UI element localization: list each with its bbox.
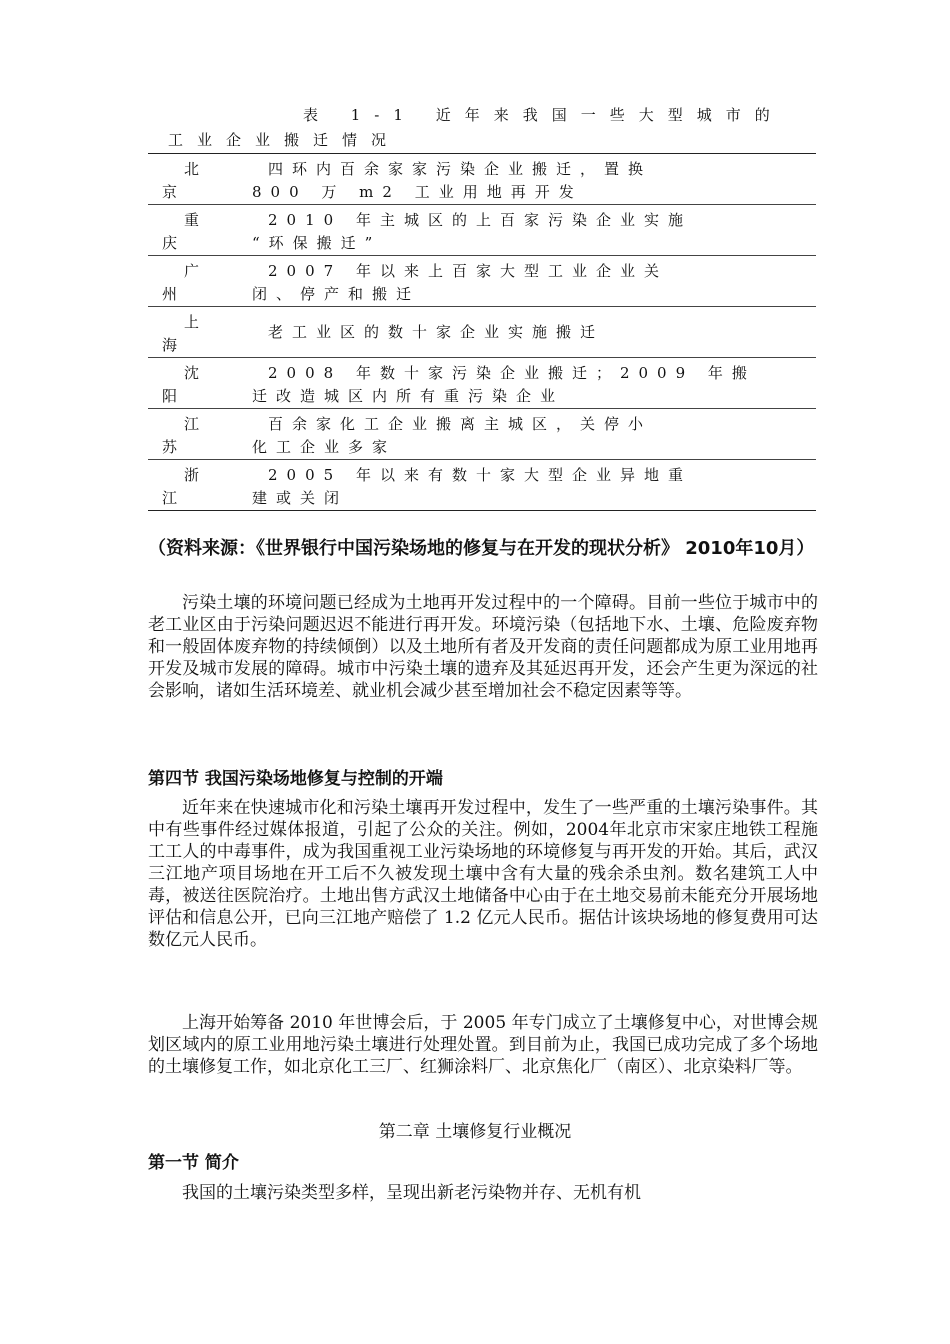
description-line-1: 百余家化工企业搬离主城区，关停小 (268, 415, 653, 433)
description-line-2: 建或关闭 (252, 489, 349, 507)
city-char-2: 苏 (162, 438, 178, 456)
city-char-2: 江 (162, 489, 178, 507)
description-line-2: 闭、停产和搬迁 (252, 285, 421, 303)
paragraph-intro: 我国的土壤污染类型多样，呈现出新老污染物并存、无机有机 (182, 1183, 641, 1203)
description-line-1: 2008 年数十家污染企业搬迁；2009 年搬 (268, 364, 756, 382)
description-line-2: 迁改造城区内所有重污染企业 (252, 387, 565, 405)
section1-heading: 第一节 简介 (148, 1153, 239, 1173)
description-line-2: 化工企业多家 (252, 438, 397, 456)
city-char-1: 沈 (184, 364, 200, 382)
description-cell (252, 209, 812, 255)
city-char-1: 北 (184, 160, 200, 178)
description-line-1: 四环内百余家家污染企业搬迁，置换 (268, 160, 653, 178)
city-cell (162, 260, 222, 306)
table-row (148, 358, 816, 409)
city-char-2: 京 (162, 183, 178, 201)
city-char-2: 海 (162, 336, 178, 354)
description-line-1: 2010 年主城区的上百家污染企业实施 (268, 211, 692, 229)
city-cell (162, 311, 222, 357)
description-line-1: 2007 年以来上百家大型工业企业关 (268, 262, 668, 280)
city-cell (162, 209, 222, 255)
city-char-1: 重 (184, 211, 200, 229)
chapter-title: 第二章 土壤修复行业概况 (378, 1122, 572, 1142)
relocation-table (148, 153, 816, 511)
paragraph-barrier: 污染土壤的环境问题已经成为土地再开发过程中的一个障碍。目前一些位于城市中的老工业区由于污染问题迟迟不能进行再开发。环境污染（包括地下水、土壤、危险废弃物和一般固体废弃物的持续倾倒）以及土地所有者及开发商的责任问题都成为原工业用地再开发及城市发展的障碍。城市中污染土壤的遗弃及其延迟再开发，还会产生更为深远的社会影响，诸如生活环境差、就业机会减少甚至增加社会不稳定因素等等。 (148, 593, 818, 701)
description-cell (252, 362, 812, 408)
city-char-1: 广 (184, 262, 200, 280)
city-cell (162, 464, 222, 510)
table-row (148, 256, 816, 307)
table-row (148, 154, 816, 205)
description-cell (252, 413, 812, 459)
city-char-1: 江 (184, 415, 200, 433)
table-row (148, 460, 816, 511)
table-row (148, 307, 816, 358)
city-char-2: 阳 (162, 387, 178, 405)
city-char-1: 浙 (184, 466, 200, 484)
description-cell (252, 158, 812, 204)
city-char-1: 上 (184, 313, 200, 331)
description-line-2: “环保搬迁” (252, 234, 382, 252)
source-note: （资料来源：《世界银行中国污染场地的修复与在开发的现状分析》 2010年10月） (148, 538, 815, 559)
city-cell (162, 413, 222, 459)
description-line-2: 800 万 m2 工业用地再开发 (252, 183, 583, 201)
description-cell (252, 321, 812, 344)
city-cell (162, 158, 222, 204)
paragraph-shanghai: 上海开始筹备 2010 年世博会后，于 2005 年专门成立了土壤修复中心，对世博会规划区域内的原工业用地污染土壤进行处理处置。到目前为止，我国已成功完成了多个场地的土壤修复工作，如北京化工三厂、红狮涂料厂、北京焦化厂（南区）、北京染料厂等。 (148, 1013, 818, 1077)
city-char-2: 州 (162, 285, 178, 303)
table-caption-line1: 表 1-1 近年来我国一些大型城市的 (303, 106, 784, 124)
city-char-2: 庆 (162, 234, 178, 252)
description-cell (252, 464, 812, 510)
description-line-1: 老工业区的数十家企业实施搬迁 (268, 323, 605, 341)
table-caption-line2: 工业企业搬迁情况 (168, 131, 401, 149)
description-cell (252, 260, 812, 306)
paragraph-incidents: 近年来在快速城市化和污染土壤再开发过程中，发生了一些严重的土壤污染事件。其中有些事件经过媒体报道，引起了公众的关注。例如，2004年北京市宋家庄地铁工程施工工人的中毒事件，成为我国重视工业污染场地的环境修复与再开发的开始。其后，武汉三江地产项目场地在开工后不久被发现土壤中含有大量的残余杀虫剂。数名建筑工人中毒，被送往医院治疗。土地出售方武汉土地储备中心由于在土地交易前未能充分开展场地评估和信息公开，已向三江地产赔偿了 1.2 亿元人民币。据估计该块场地的修复费用可达数亿元人民币。 (148, 798, 818, 950)
table-row (148, 409, 816, 460)
section4-heading: 第四节 我国污染场地修复与控制的开端 (148, 769, 443, 789)
city-cell (162, 362, 222, 408)
description-line-1: 2005 年以来有数十家大型企业异地重 (268, 466, 692, 484)
table-row (148, 205, 816, 256)
